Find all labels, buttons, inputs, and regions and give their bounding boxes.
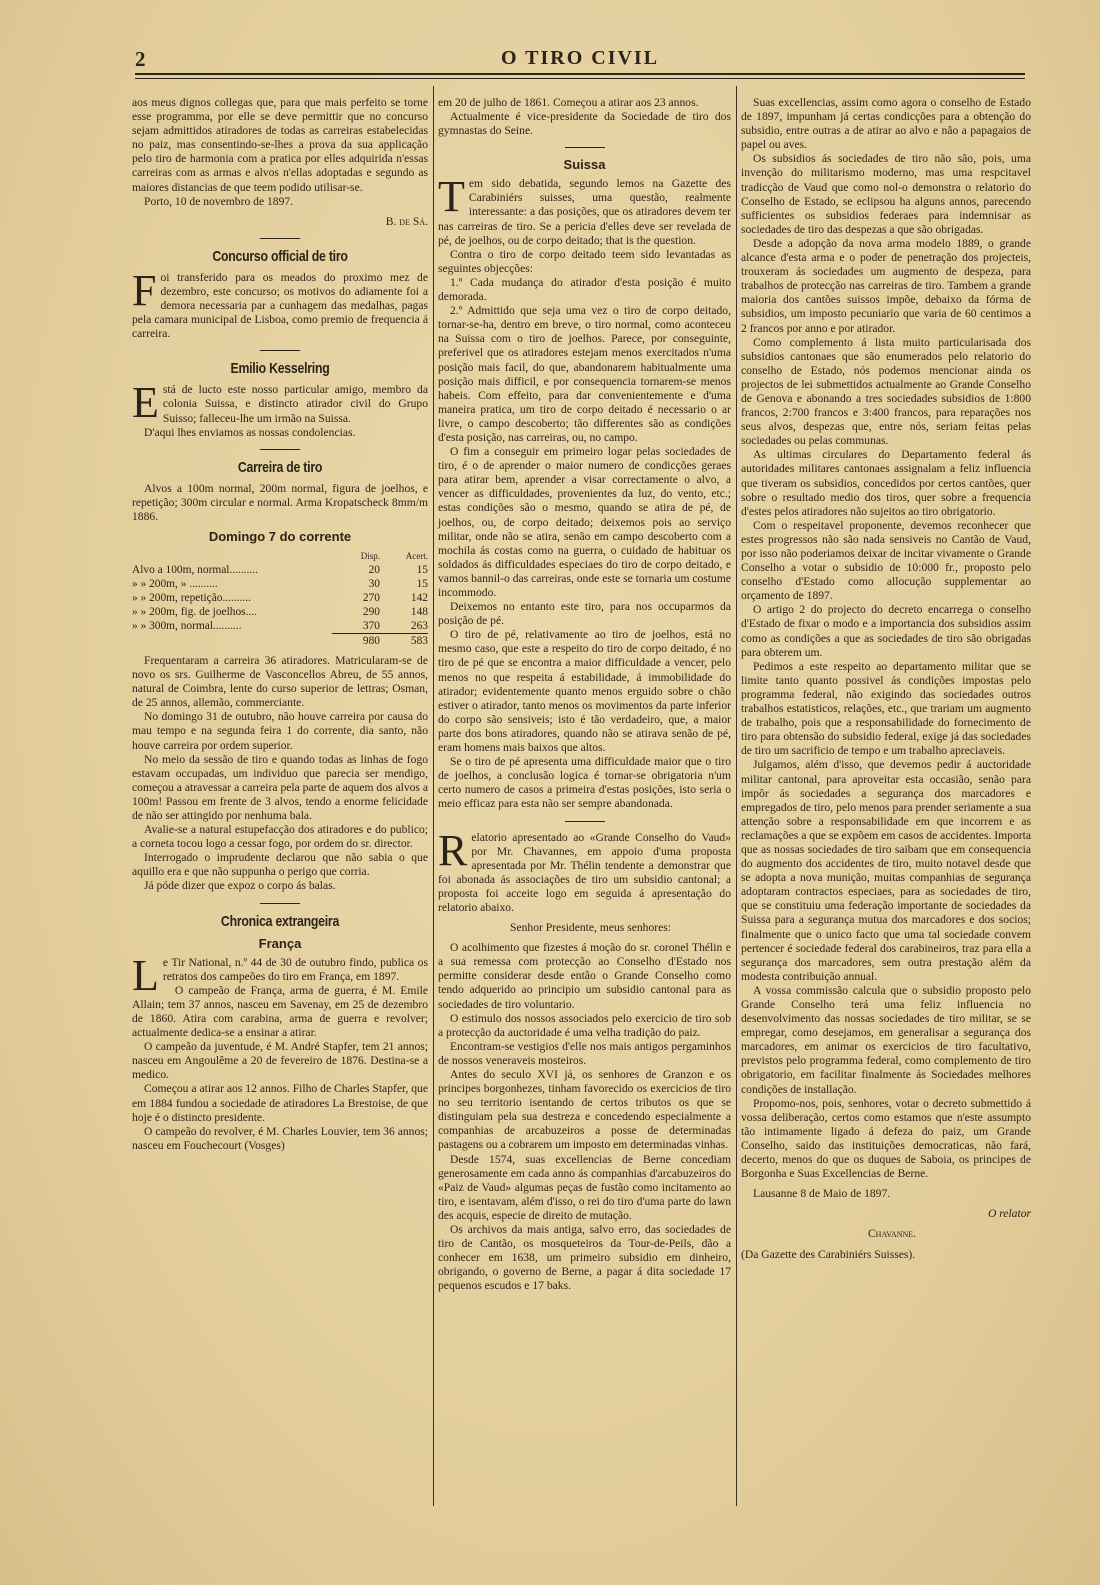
relatorio-paragraph: Com o respeitavel proponente, devemos reconhecer que estes progressos não são nada sensiveis no Cantão de Vaud, por isso não poderiamos deixar de incitar vivamente o Grande Conselho a votar o subsidio de 10:000 fr., proposto pelo conselho d'Estado como allocução supplementar ao orçamento de 1897.: [741, 518, 1031, 603]
section-rule: [260, 449, 300, 450]
shots-table: [132, 549, 428, 648]
relatorio-paragraph: Os archivos da mais antiga, salvo erro, das sociedades de tiro de Cantão, os mosqueteiros da Tour-de-Peils, dão a conhecer em 1638, um primeiro subsidio em dinheiro, obrigando, o governo de Berne, a pagar á dita sociedade 17 pequenos escudos e 17 baks.: [438, 1223, 731, 1293]
total-disp: 980: [332, 633, 380, 648]
letter-conclusion: aos meus dignos collegas que, para que mais perfeito se torne esse programma, por elle se deve permittir que no concurso sejam admittidos atiradores de todas as carreiras estabelecidas no paiz, mas consentindo-se-lhes a prova da sua applicação pelo tiro de harmonia com a pratica por elles adquirida n'essas carreiras com as armas e alvos n'ellas adoptadas e segundo as maiores distancias de que teem podido utilisar-se.: [132, 96, 428, 194]
table-row: » » 200m, fig. de joelhos.... 290 148: [132, 605, 428, 618]
source-credit: (Da Gazette des Carabiniérs Suisses).: [741, 1247, 916, 1261]
chronica-subheading: França: [258, 935, 302, 951]
table-row: » » 200m, » .......... 30 15: [132, 577, 428, 590]
relatorio-paragraph: Propomo-nos, pois, senhores, votar o decreto submettido á vossa deliberação, certos como estamos que n'este assumpto tão intimamente ligado á defeza do paiz, um Grande Conselho, saido das instituições democraticas, não fará, decerto, menos do que os duques de Saboia, os principes de Borgonha e Suas Excellencias de Berne.: [741, 1096, 1031, 1181]
relatorio-paragraph: Como complemento á lista muito particularisada dos subsidios cantonaes que são enumerados pelo relatorio do conselho de Estado, nós podemos mencionar ainda os projectos de lei submettidos actualmente ao Grande Conselho de Genova e abonando a tres sociedades subsidios de 1:800 francos, 2:700 francos e 3:400 francos, para reparações nos seus alvos, despezas que, entre nós, seriam feitas pelas sociedades ou pelas communas.: [741, 335, 1031, 448]
relatorio-paragraph: Os subsidios ás sociedades de tiro não são, pois, uma invenção do militarismo moderno, mas uma respcitavel tradicção de Vaud que como nol-o demonstra o relatorio do Conselho de Estado, se eclipsou ha alguns annos, parecendo sufficientes os subsidios federaes para indemnisar as sociedades de tiro das despezas a que são obrigadas.: [741, 152, 1031, 236]
section-rule: [260, 238, 300, 239]
suissa-text: Tem sido debatida, segundo lemos na Gazette des Carabiniérs suisses, uma questão, realmente interessante: a das posições, que os atiradores devem ter nas carreiras de tiro. Se a pericia d'elles deve ser revelada de pé, de joelhos, ou de corpo deitado; that is the question.: [438, 172, 731, 247]
relatorio-paragraph: Julgamos, além d'isso, que devemos pedir á auctoridade militar cantonal, para aproveitar esta occasião, senão para impôr ás sociedades a segurança dos marcadores e empregados de tiro, pelo menos para prender seriamente a sua attenção sobre a responsabilidade em que incorrem e as reclamações a que se expõem em casos de accidentes. Importa que as nossas sociedades de tiro saibam que em consequencia do augmento dos accidentes de tiro, muito notavel desde que se adopta a nova munição, muitas companhias de segurança adoptaram contractos especiaes, para as sociedades de tiro, que se constituiu uma federação importante de sociedades da Suissa para a segurança mutua dos marcadores e dos socios; finalmente que o unico facto que uma tal sociedade convem pertencer é sociedade federal dos carabineiros, traz para ella a segurança dos marcadores, sem outra prestação além da modesta contribuição annual.: [741, 758, 1031, 983]
col-acert-header: Acert.: [405, 550, 428, 561]
suissa-paragraph: Contra o tiro de corpo deitado teem sido levantadas as seguintes objecções:: [438, 247, 731, 275]
masthead-title: O TIRO CIVIL: [500, 47, 660, 69]
suissa-paragraph: O tiro de pé, relativamente ao tiro de joelhos, está no mesmo caso, que este a respeito do tiro de corpo deitado, é no tiro de pé que se encontra a maior difficuldade a vencer, pelo menos no que respeita á estabilidade, á immobilidade do atirador; evidentemente quanto menos erguido sobre o chão estiver o atirador, tanto menos os movimentos da parte inferior do corpo são sensiveis; isto é tão verdadeiro, que, a maior parte dos bons atiradores, quando não se atirava senão de pé, eram homens mais baixos que altos.: [438, 628, 731, 755]
suissa-paragraph: 2.º Admittido que seja uma vez o tiro de corpo deitado, tornar-se-ha, dentro em breve, o tiro normal, como aconteceu na Suissa com o tiro de joelhos. Parece, por conseguinte, preferivel que os atiradores estejam menos exercitados n'uma posição mais facil, do que, abandonarem habitualmente uma posição mais difficil, e por consequencia tornarem-se menos habeis. Com effeito, para dar convenientemente e d'uma maneira pratica, um tiro de corpo deitado é necessario o ar livre, o campo descoberto; tão differentes são as condições d'esta posição, nas carreiras, ou, no campo.: [438, 304, 731, 444]
section-rule: [260, 350, 300, 351]
table-row: » » 300m, normal.......... 370 263: [132, 619, 428, 633]
total-acert: 583: [380, 633, 428, 648]
drop-cap: T: [438, 172, 465, 222]
column-divider: [433, 86, 434, 1506]
relatorio-paragraph: A vossa commissão calcula que o subsidio proposto pelo Grande Conselho terá uma feliz influencia no desenvolvimento das nossas sociedades de tiro militar, se se empregar, como desejamos, em generalisar a segurança dos marcadores, em animar os exercicios de tiro facultativo, previstos pelo programma federal, como complemento de tiro obrigatorio, em facilitar finalmente ás Sociedades melhores condições de installação.: [741, 983, 1031, 1096]
relatorio-paragraph: Antes do seculo XVI já, os senhores de Granzon e os principes borgonhezes, tinham favorecido os exercicios de tiro no seu territorio isentando de certos tributos os que se distinguiam pela sua destreza e concedendo especialmente a companhias de arcabuzeiros a posse de determinadas pastagens ou a cobrarem um imposto em determinadas vinhas.: [438, 1068, 731, 1152]
relatorio-paragraph: O acolhimento que fizestes á moção do sr. coronel Thélin e a sua remessa com protecção ao Conselho d'Estado nos permitte considerar desde então o Grande Conselho como tendo adquerido ao principio um subsidio cantonal para as sociedades de tiro voluntario.: [438, 941, 731, 1011]
relatorio-intro: Relatorio apresentado ao «Grande Conselho do Vaud» por Mr. Chavannes, em appoio d'uma proposta apresentada por Mr. Thélin tendente a demonstrar que foi abonada ás associações de tiro um subsidio cantonal; a proposta foi acceite logo em seguida á apresentação do relatorio abaixo.: [438, 825, 731, 914]
relatorio-paragraph: Desde a adopção da nova arma modelo 1889, o grande alcance d'esta arma e o poder de penetração dos projecteis, trouxeram ás sociedades um augmento de despeza, para trabalhos de protecção nas carreiras de tiro. Tambem a grande maioria dos cantões suissos impõe, debaixo da fórma de subsidios, um imposto pecuniario que varia de 60 centimos a 2 francos por anno e por atirador.: [741, 236, 1031, 335]
carreira-subheading: Domingo 7 do corrente: [208, 528, 352, 544]
chronica-continuation-2: Actualmente é vice-presidente da Sociedade de tiro dos gymnastas do Seine.: [438, 110, 731, 138]
relator-label: O relator: [987, 1207, 1031, 1221]
col-disp-header: Disp.: [360, 550, 380, 561]
suissa-paragraph: Se o tiro de pé apresenta uma difficuldade maior que o tiro de joelhos, a conclusão logica é tornar-se obrigatoria n'um certo numero de casos a primeira d'estas posições, isto seria o meio efficaz para esta não ser sempre abandonada.: [438, 755, 731, 811]
suissa-paragraph: O fim a conseguir em primeiro logar pelas sociedades de tiro, é o de aprender o maior numero de condicções geraes para atirar bem, aprender a visar correctamente o alvo, a vencer as difficuldades, provenientes da luz, do vento, etc.; estas condições são o mesmo, quando se atira de pé, de joelhos, ou, de corpo deitado; deixemos pois ao serviço militar, onde não se atira, senão em campo descoberto com a mochila ás costas como na guerra, o cuidado de habituar os soldados ás difficuldades especiaes do tiro de corpo deitado, e vamos bannil-o das carreiras, onde este se tornaria um costume incommodo.: [438, 445, 731, 599]
carreira-paragraph: Avalie-se a natural estupefacção dos atiradores e do publico; a corneta tocou logo a cessar fogo, por ordem do sr. director.: [132, 823, 428, 851]
relatorio-salutation: Senhor Presidente, meus senhores:: [510, 921, 671, 935]
table-total-row: [132, 633, 428, 648]
chronica-paragraph: O campeão de França, arma de guerra, é M. Emile Allain; tem 37 annos, nasceu em Savenay, em 25 de dezembro de 1860. Atira com carabina, arma de guerra e revolver; actualmente dedica-se a ensinar a atirar.: [132, 983, 428, 1040]
section-rule: [565, 147, 605, 148]
section-rule: [260, 903, 300, 904]
page-header: [135, 47, 1025, 71]
table-header: [132, 549, 428, 563]
relatorio-paragraph: Suas excellencias, assim como agora o conselho de Estado de 1897, impunham já certas condicções para a obtenção do subsidio, entre outras a de atirar ao alvo e não a papagaios de papel ou aves.: [741, 96, 1031, 152]
chronica-paragraph: O campeão da juventude, é M. André Stapfer, tem 21 annos; nasceu em Angoulême a 20 de fevereiro de 1876. Destina-se a medico.: [132, 1040, 428, 1082]
chronica-continuation: em 20 de julho de 1861. Começou a atirar aos 23 annos.: [438, 96, 699, 109]
relatorio-paragraph: Encontram-se vestigios d'elle nos mais antigos pergaminhos de nossos veneraveis mosteiros.: [438, 1039, 731, 1067]
chronica-paragraph: O campeão do revolver, é M. Charles Louvier, tem 36 annos; nasceu em Fouchecourt (Vosges): [132, 1124, 428, 1152]
column-1: [132, 96, 428, 1153]
section-rule: [565, 821, 605, 822]
kesselring-heading: Emilio Kesselring: [230, 360, 330, 378]
kesselring-text: Está de lucto este nosso particular amigo, membro da colonia Suissa, e distincto atirador civil do Grupo Suisso; falleceu-lhe um irmão na Suissa.: [132, 378, 428, 428]
chronica-heading: Chronica extrangeira: [220, 912, 340, 930]
suissa-paragraph: 1.º Cada mudança do atirador d'esta posição é muito demorada.: [438, 275, 731, 304]
relatorio-paragraph: O artigo 2 do projecto do decreto encarrega o conselho d'Estado de fixar o modo e a importancia dos subsidios assim como as condições a que as sociedades de tiro são obrigadas para obterem um.: [741, 603, 1031, 659]
column-3: [741, 96, 1031, 1262]
table-row: » » 200m, repetição.......... 270 142: [132, 591, 428, 604]
carreira-paragraph: No domingo 31 de outubro, não houve carreira por causa do mau tempo e na segunda feira 1 do corrente, dia santo, não houve carreira por ordem superior.: [132, 710, 428, 752]
header-rule: [135, 73, 1025, 79]
carreira-paragraph: No meio da sessão de tiro e quando todas as linhas de fogo estavam occupadas, um individuo que parecia ser mendigo, começou a atravessar a carreira pela parte de aquem dos alvos a 100m! Passou em frente de 3 alvos, tendo a enorme felicidade de não ser attingido por nenhuma bala.: [132, 752, 428, 822]
carreira-paragraph: Interrogado o imprudente declarou que não sabia o que aquillo era e que não suppunha o perigo que corria.: [132, 851, 428, 879]
carreira-intro: Alvos a 100m normal, 200m normal, figura de joelhos, e repetição; 300m circular e normal. Arma Kropatscheck 8mm/m 1886.: [132, 481, 428, 523]
suissa-paragraph: Deixemos no entanto este tiro, para nos occuparmos da posição de pé.: [438, 600, 731, 628]
letter-signature: B. de Sá.: [385, 214, 428, 228]
chronica-paragraph: Começou a atirar aos 12 annos. Filho de Charles Stapfer, que em 1884 fundou a sociedade de atiradores La Brestoise, de que hoje é o distincto presidente.: [132, 1082, 428, 1124]
relatorio-paragraph: Pedimos a este respeito ao departamento militar que se limite tanto quanto possivel ás condições impostas pelo programma federal, não exigindo das sociedades outros trabalhos estatisticos, relações, etc., que trariam um augmento de trabalho, pois que a responsabilidade do fornecimento de tiro para obtensão do subsidio federal, exige já das sociedades de tiro um sacrificio de tempo e um trabalho apreciaveis.: [741, 659, 1031, 758]
relator-name: Chavanne.: [867, 1227, 917, 1241]
carreira-paragraph: Frequentaram a carreira 36 atiradores. Matricularam-se de novo os srs. Guilherme de Vasconcellos Abreu, de 55 annos, natural de Coimbra, lente do curso superior de lettras; Osman, de 25 annos, allemão, commerciante.: [132, 653, 428, 710]
concurso-text: Foi transferido para os meados do proximo mez de dezembro, este concurso; os motivos do adiamente foi a demora necessaria par a cunhagem das medalhas, pagas pela camara municipal de Lisboa, como premio de frequencia á carreira.: [132, 265, 428, 341]
drop-cap: R: [438, 825, 468, 875]
relatorio-paragraph: O estimulo dos nossos associados pelo exercicio de tiro sob a protecção da auctoridade é uma velha tradição do paiz.: [438, 1011, 731, 1039]
page-number: 2: [135, 47, 146, 71]
suissa-heading: Suissa: [563, 157, 606, 173]
column-divider: [736, 86, 737, 1506]
column-2: [438, 96, 731, 1294]
concurso-heading: Concurso official de tiro: [212, 247, 348, 265]
relatorio-paragraph: Desde 1574, suas excellencias de Berne concediam generosamente em cada anno ás companhias d'arcabuzeiros do «Paiz de Vaud» algumas peças de fustão como incitamento ao tiro, e isentavam, além d'isso, o rei do tiro d'uma parte do lawn des acquis, especie de direito de mutação.: [438, 1152, 731, 1222]
carreira-heading: Carreira de tiro: [237, 458, 323, 476]
drop-cap: E: [132, 378, 159, 428]
letter-dateline: Porto, 10 de novembro de 1897.: [144, 194, 294, 208]
relatorio-dateline: Lausanne 8 de Maio de 1897.: [753, 1187, 891, 1201]
table-row: Alvo a 100m, normal.......... 20 15: [132, 563, 428, 576]
carreira-paragraph: Já póde dizer que expoz o corpo ás balas.: [144, 879, 336, 893]
kesselring-text-2: D'aqui lhes enviamos as nossas condolencias.: [144, 425, 356, 439]
drop-cap: L: [132, 950, 159, 1000]
relatorio-paragraph: As ultimas circulares do Departamento federal ás autoridades militares cantonaes assignalam a feliz influencia que tiveram os subsidios, concedidos por certos cantões, quer sobre o resultado medio dos tiros, quer sobre a frequencia d'estes pelos atiradores não sujeitos ao tiro obrigatorio.: [741, 448, 1031, 518]
chronica-text: Le Tir National, n.º 44 de 30 de outubro findo, publica os retratos dos campeões do tiro em França, em 1897.: [132, 950, 428, 1000]
drop-cap: F: [132, 265, 157, 315]
